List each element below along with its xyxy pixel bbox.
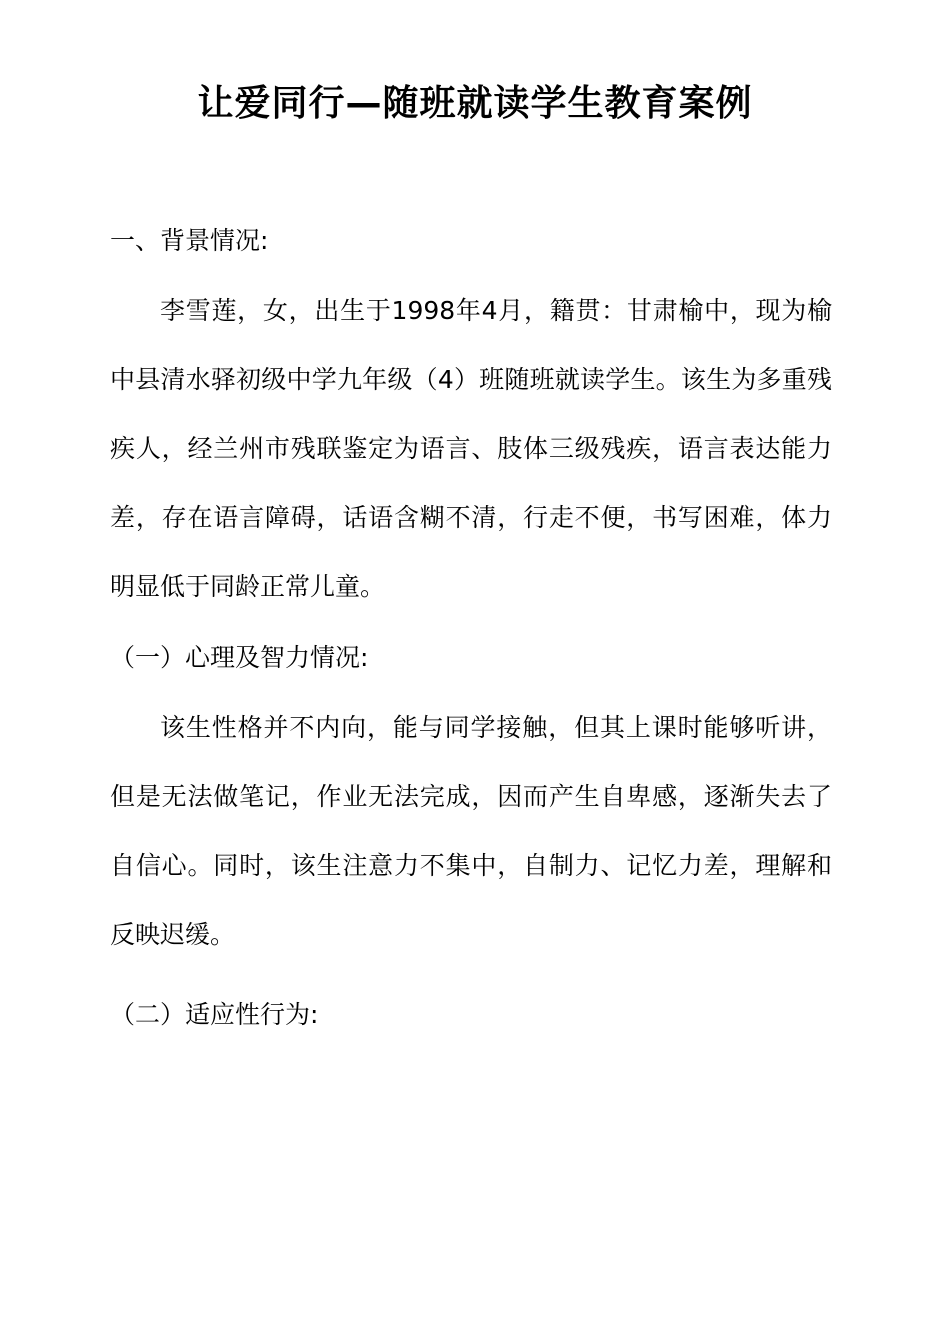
paragraph-background: 李雪莲，女，出生于1998年4月，籍贯：甘肃榆中，现为榆中县清水驿初级中学九年级（4）班随班就读学生。该生为多重残疾人，经兰州市残联鉴定为语言、肢体三级残疾，语言表达能力差，存在语言障碍，话语含糊不清，行走不便，书写困难，体力明显低于同龄正常儿童。 (110, 296, 832, 601)
section-psychology-body (110, 693, 832, 969)
section-heading-background: 一、背景情况: (110, 226, 269, 255)
section-background-body (110, 276, 832, 621)
section-heading-psychology: （一）心理及智力情况: (110, 643, 369, 672)
section-heading-adaptive-behavior: （二）适应性行为: (110, 1000, 319, 1029)
paragraph-psychology: 该生性格并不内向，能与同学接触，但其上课时能够听讲，但是无法做笔记，作业无法完成，因而产生自卑感，逐渐失去了自信心。同时，该生注意力不集中，自制力、记忆力差，理解和反映迟缓。 (110, 713, 832, 949)
section-psychology (110, 636, 832, 680)
section-background (110, 219, 832, 263)
document-title: 让爱同行—随班就读学生教育案例 (197, 83, 753, 124)
section-adaptive-behavior (110, 993, 832, 1037)
